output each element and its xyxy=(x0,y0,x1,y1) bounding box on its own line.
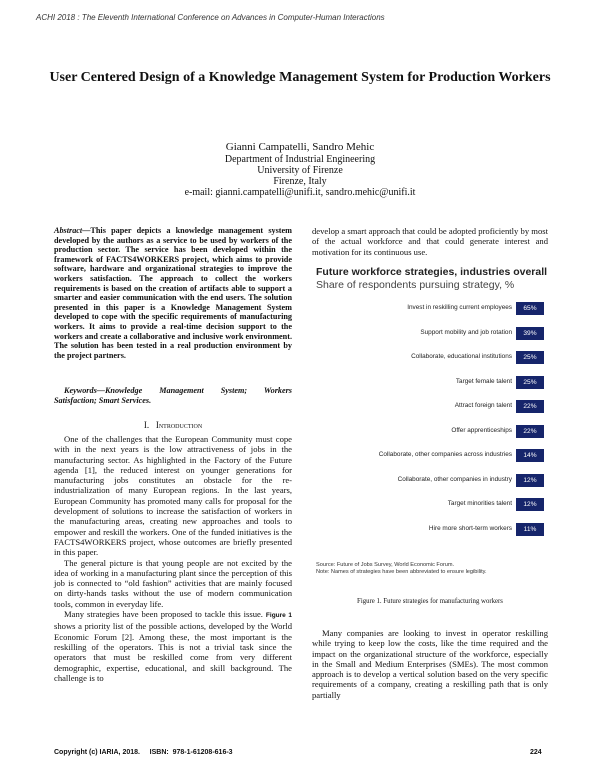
chart-category-label: Hire more short-term workers xyxy=(428,524,512,532)
section-title: Introduction xyxy=(155,420,203,430)
chart-value-bar: 22% xyxy=(516,425,544,438)
chart-title: Future workforce strategies, industries overall xyxy=(316,266,548,278)
chart-category-label: Target minorities talent xyxy=(447,500,512,507)
chart-row xyxy=(316,498,548,512)
author-university: University of Firenze xyxy=(257,165,343,176)
chart-category-label: Collaborate, other companies across industries xyxy=(378,451,512,458)
chart-value-bar: 12% xyxy=(516,498,544,511)
figure-1 xyxy=(316,266,548,580)
abstract-text: This paper depicts a knowledge management system developed by the authors as a service to be used by workers of the production sector. The service has been developed within the framework of FACTS4WORKERS project, which aims to provide software, hardware and organizational strategies to improve the workers satisfaction. The approach to collect the workers requirements is based on the creation of artifacts able to support a smarter and easier communication with the end users. The solution presented in this paper is a Knowledge Management System developed to cope with the specific requirements of manufacturing workers. It aims to provide a real-time decision support to the workers and create a collaborative and inclusive work environment. The solution has been tested in a real production environment by the project partners. xyxy=(54,226,292,360)
page-number: 224 xyxy=(530,749,542,756)
chart-note-line: Note: Names of strategies have been abbreviated to ensure legibility. xyxy=(316,569,487,575)
chart-category-label: Invest in reskilling current employees xyxy=(407,304,512,311)
chart-value-bar: 65% xyxy=(516,302,544,315)
chart-value-bar: 22% xyxy=(516,400,544,413)
abstract-label: Abstract xyxy=(54,226,83,235)
author-names: Gianni Campatelli, Sandro Mehic xyxy=(225,141,375,153)
author-department: Department of Industrial Engineering xyxy=(224,154,376,165)
chart-source xyxy=(316,562,487,576)
chart-row xyxy=(316,449,548,463)
chart-value-bar: 11% xyxy=(516,523,544,536)
keywords-text: Knowledge Management System; Workers Satisfaction; Smart Services. xyxy=(54,386,292,405)
intro-paragraph-3-continued: develop a smart approach that could be adopted proficiently by most of the actual workforce and that could generate interest and motivation for its continuous use. xyxy=(312,226,548,257)
chart-value-bar: 12% xyxy=(516,474,544,487)
chart-category-label: Target female talent xyxy=(455,377,512,385)
intro-paragraph-2: The general picture is that young people are not excited by the idea of working in a manufacturing plant since the perception of this job is connected to “old fashion” activities that are mainly focused on dirty-hands tasks without the use of modern communication tools, common in everyday life. xyxy=(54,557,292,609)
chart-row xyxy=(316,400,548,414)
chart-value-bar: 39% xyxy=(516,327,544,340)
figure-caption: Figure 1. Future strategies for manufacturing workers xyxy=(357,598,503,605)
chart-row xyxy=(316,327,548,341)
author-email[interactable]: e-mail: gianni.campatelli@unifi.it, sandro.mehic@unifi.it xyxy=(184,187,416,198)
intro-text xyxy=(54,434,292,683)
paper-title: User Centered Design of a Knowledge Management System for Production Workers xyxy=(49,70,551,85)
figure-reference[interactable]: Figure 1 xyxy=(265,612,292,620)
chart-row xyxy=(316,351,548,365)
chart-category-label: Attract foreign talent xyxy=(454,402,512,409)
author-block xyxy=(0,142,600,198)
section-number: I. xyxy=(143,420,150,430)
chart-row xyxy=(316,302,548,316)
author-location: Firenze, Italy xyxy=(273,176,327,187)
chart-row xyxy=(316,474,548,488)
chart-source-line: Source: Future of Jobs Survey, World Economic Forum. xyxy=(316,562,455,568)
intro-paragraph-4 xyxy=(312,628,548,700)
chart-row xyxy=(316,523,548,537)
chart-value-bar: 25% xyxy=(516,376,544,389)
footer-copyright: Copyright (c) IARIA, 2018. ISBN: 978-1-61208-616-3 xyxy=(54,749,233,756)
keywords-label: Keywords xyxy=(64,386,97,395)
section-heading xyxy=(54,420,292,430)
chart-value-bar: 14% xyxy=(516,449,544,462)
intro-paragraph-3: Many strategies have been proposed to tackle this issue. Figure 1 shows a priority list of the possible actions, developed by the World Economic Forum [2]. Among these, the most important is the reskilling of the operators. This is not a trivial task since the operators that must be reskilled come from very different demographic, expertise, educational, and skill background. The challenge is to xyxy=(54,609,292,683)
chart-row xyxy=(316,425,548,439)
chart-category-label: Collaborate, other companies in industry xyxy=(397,475,512,483)
conference-header: ACHI 2018 : The Eleventh International Conference on Advances in Computer-Human Interactions xyxy=(36,13,385,22)
chart-category-label: Offer apprenticeships xyxy=(451,426,512,434)
chart-category-label: Collaborate, educational institutions xyxy=(411,353,512,360)
intro-paragraph-4-text: Many companies are looking to invest in operator reskilling while trying to keep low the costs, like the time required and the impact on the organizational structure of the workforce, especially in the Small and Medium Enterprises (SMEs). The most common approach is to develop a vertical solution based on the very specific requirements of a company, creating a reskilling path that is only partially xyxy=(312,628,548,700)
keywords: Keywords—Knowledge Management System; Workers Satisfaction; Smart Services. xyxy=(54,386,292,405)
intro-paragraph-1: One of the challenges that the European Community must cope with in the next years is the low attractiveness of jobs in the manufacturing sector. As highlighted in the Factory of the Future agenda [1], the reduced interest on younger generations for manufacturing jobs constitutes an obstacle for the re-industrialization of many European regions. In the last years, European Community has promoted many calls for proposal for the development of solutions to increase the satisfaction of workers in the manufacturing areas, creating new approaches and tools to empower and reskill the workers. One of the funded initiatives is the FACTS4WORKERS project, whose outcomes are briefly presented in this paper. xyxy=(54,434,292,558)
chart-category-label: Support mobility and job rotation xyxy=(420,328,512,336)
abstract: Abstract—This paper depicts a knowledge management system developed by the authors as a service to be used by workers of the production sector. The service has been developed within the framework of FACTS4WORKERS project, which aims to provide software, hardware and organizational strategies to improve the workers satisfaction. The approach to collect the workers requirements is based on the creation of artifacts able to support a smarter and easier communication with the end users. The solution presented in this paper is a Knowledge Management System developed to cope with the specific requirements of manufacturing workers. It aims to provide a real-time decision support to the workers and create a collaborative and inclusive work environment. The solution has been tested in a real production environment by the project partners. xyxy=(54,226,292,360)
chart-value-bar: 25% xyxy=(516,351,544,364)
chart-row xyxy=(316,376,548,390)
chart-subtitle: Share of respondents pursuing strategy, % xyxy=(316,279,515,291)
